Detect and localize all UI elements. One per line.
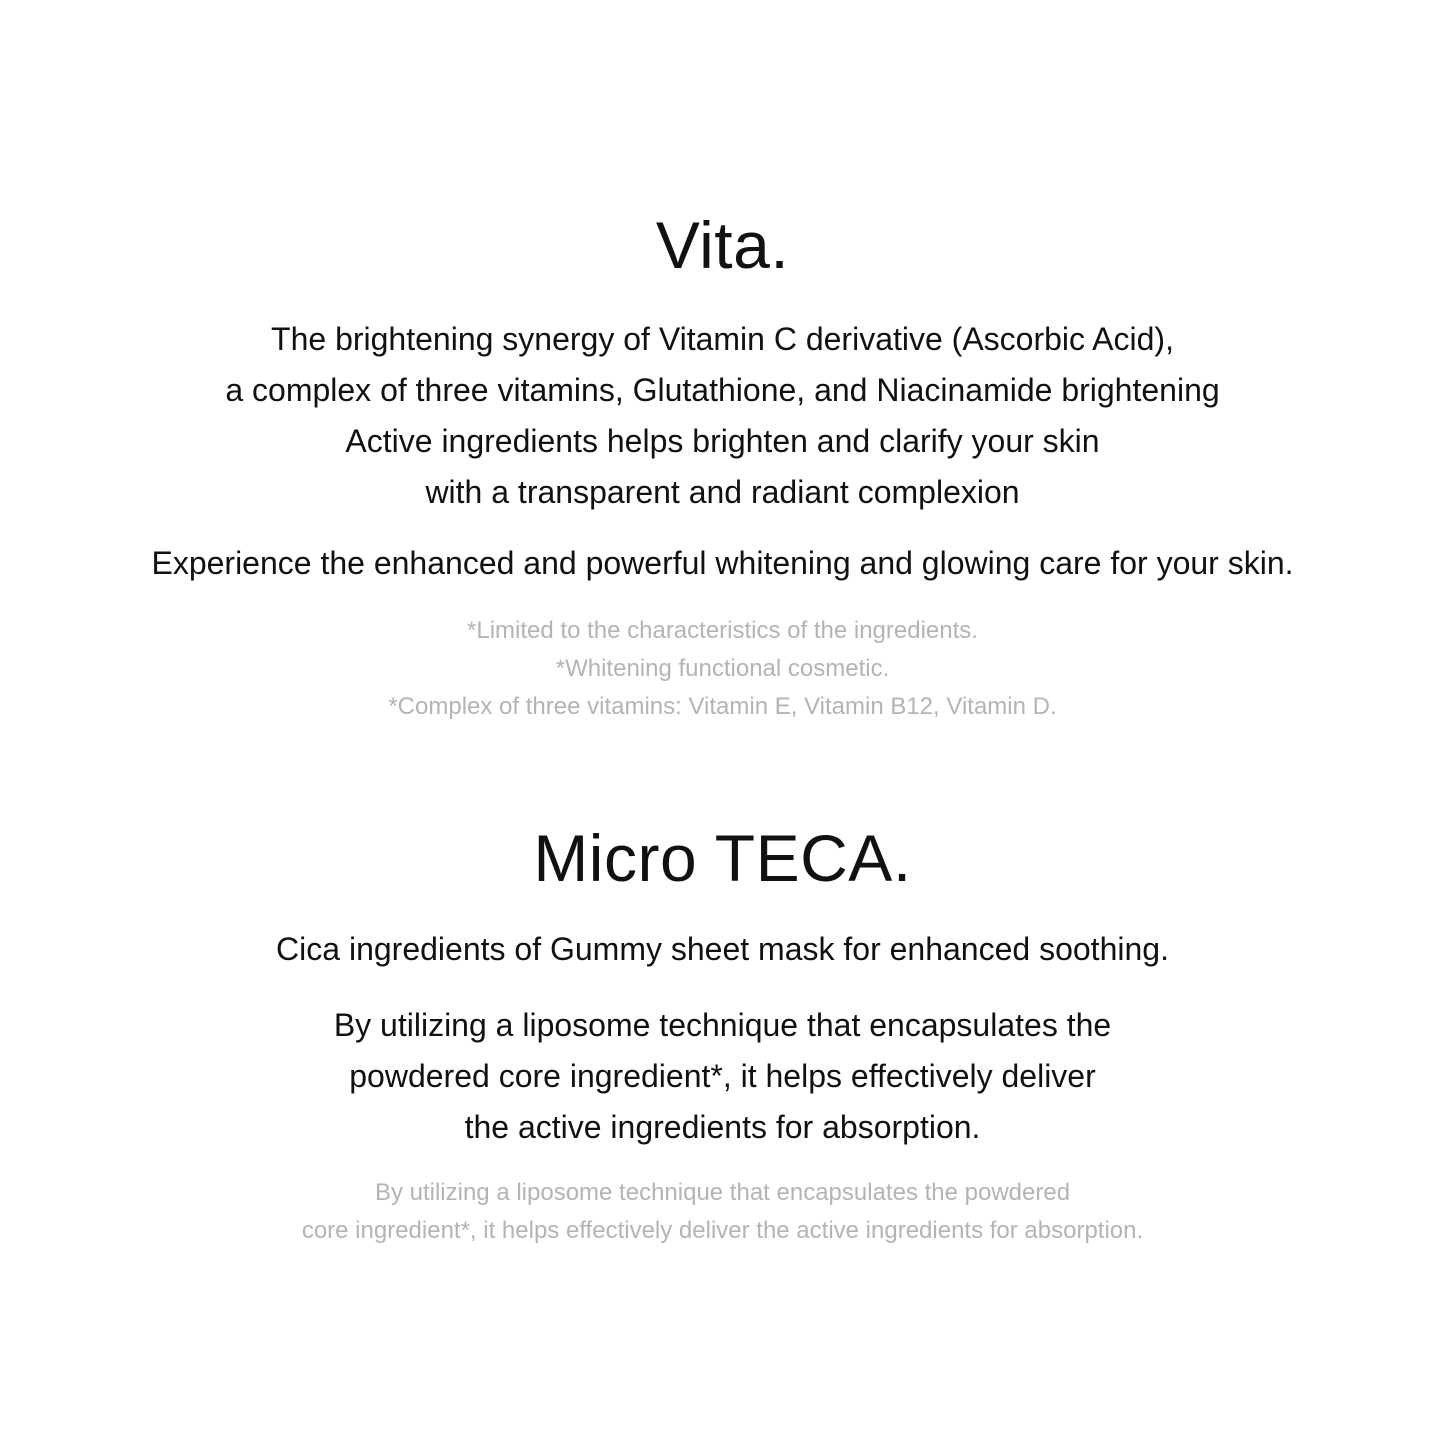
vita-experience-text: Experience the enhanced and powerful whitening and glowing care for your skin. — [151, 545, 1294, 581]
micro-teca-footnote: core ingredient*, it helps effectively deliver the active ingredients for absorption. — [301, 1217, 1144, 1244]
vita-title: Vita. — [655, 208, 790, 282]
micro-teca-description-line: the active ingredients for absorption. — [464, 1109, 981, 1145]
micro-teca-intro: Cica ingredients of Gummy sheet mask for enhanced soothing. — [276, 931, 1169, 967]
vita-description — [0, 314, 1445, 518]
micro-teca-description — [0, 1000, 1445, 1153]
micro-teca-footnote: By utilizing a liposome technique that encapsulates the powdered — [374, 1179, 1071, 1206]
vita-footnote: *Whitening functional cosmetic. — [555, 655, 890, 682]
micro-teca-title: Micro TECA. — [533, 821, 912, 895]
vita-description-line: a complex of three vitamins, Glutathione, and Niacinamide brightening — [225, 372, 1220, 408]
micro-teca-description-line: By utilizing a liposome technique that encapsulates the — [333, 1007, 1112, 1043]
vita-footnote: *Limited to the characteristics of the ingredients. — [467, 617, 978, 644]
vita-description-line: The brightening synergy of Vitamin C derivative (Ascorbic Acid), — [271, 321, 1174, 357]
micro-teca-description-line: powdered core ingredient*, it helps effectively deliver — [349, 1058, 1096, 1094]
vita-footnotes — [0, 612, 1445, 726]
micro-teca-footnotes — [0, 1174, 1445, 1250]
vita-description-line: Active ingredients helps brighten and clarify your skin — [345, 423, 1100, 459]
vita-description-line: with a transparent and radiant complexion — [425, 474, 1020, 510]
vita-footnote: *Complex of three vitamins: Vitamin E, Vitamin B12, Vitamin D. — [388, 693, 1057, 720]
